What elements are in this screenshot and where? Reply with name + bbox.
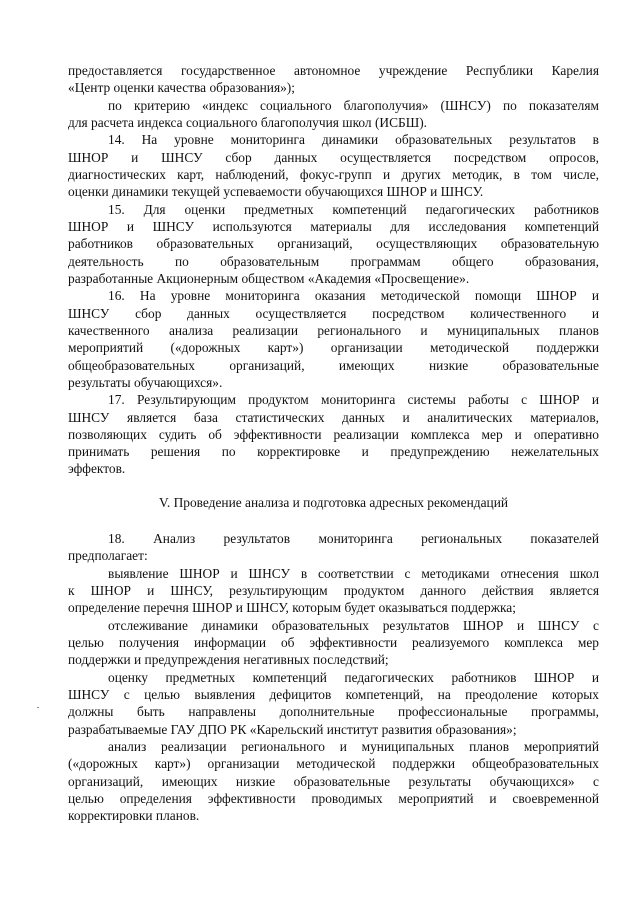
text-line: 15. Для оценки предметных компетенций педагогических работников	[108, 202, 599, 217]
section-heading: V. Проведение анализа и подготовка адресных рекомендаций	[158, 495, 509, 510]
text-line: принимать решения по корректировке и предупреждению нежелательных	[68, 444, 599, 459]
text-line: ШНСУ сбор данных осуществляется посредством количественного и	[68, 306, 599, 321]
text-line: предполагает:	[68, 548, 148, 563]
text-line: разработанные Акционерным обществом «Академия «Просвещение».	[68, 271, 470, 286]
text-line: предоставляется государственное автономное учреждение Республики Карелия	[68, 63, 599, 78]
text-line: («дорожных карт») организации методической поддержки общеобразовательных	[68, 756, 599, 771]
text-line: результаты обучающихся».	[68, 375, 223, 390]
text-line: деятельность по образовательным программам общего образования,	[68, 254, 599, 269]
text-line: ШНОР и ШНСУ используются материалы для исследования компетенций	[68, 219, 599, 234]
text-line: целью определения эффективности проводимых мероприятий и своевременной	[68, 791, 599, 806]
text-line: корректировки планов.	[68, 808, 200, 823]
text-line: ШНСУ является база статистических данных и аналитических материалов,	[68, 410, 599, 425]
text-line: позволяющих судить об эффективности реализации комплекса мер и оперативно	[68, 427, 599, 442]
text-line: для расчета индекса социального благополучия школ (ИСБШ).	[68, 115, 428, 130]
text-line: поддержки и предупреждения негативных последствий;	[68, 652, 389, 667]
text-line: оценку предметных компетенций педагогических работников ШНОР и	[108, 670, 599, 685]
text-line: диагностических карт, наблюдений, фокус-групп и других методик, в том числе,	[68, 167, 599, 182]
margin-mark	[37, 707, 39, 708]
text-line: «Центр оценки качества образования»);	[68, 80, 295, 95]
text-line: анализ реализации регионального и муниципальных планов мероприятий	[108, 739, 599, 754]
text-line: разрабатываемые ГАУ ДПО РК «Карельский институт развития образования»;	[68, 722, 517, 737]
text-line: оценки динамики текущей успеваемости обучающихся ШНОР и ШНСУ.	[68, 184, 484, 199]
text-line: 17. Результирующим продуктом мониторинга системы работы с ШНОР и	[108, 392, 599, 407]
text-line: мероприятий («дорожных карт») организации методической поддержки	[68, 340, 599, 355]
text-line: организаций, имеющих низкие образовательные результаты обучающихся» с	[68, 774, 599, 789]
text-line: работников образовательных организаций, осуществляющих образовательную	[68, 236, 599, 251]
text-line: выявление ШНОР и ШНСУ в соответствии с методиками отнесения школ	[108, 566, 599, 581]
text-line: 14. На уровне мониторинга динамики образовательных результатов в	[108, 132, 599, 147]
text-line: по критерию «индекс социального благополучия» (ШНСУ) по показателям	[108, 98, 599, 113]
text-line: эффектов.	[68, 461, 126, 476]
text-line: целью получения информации об эффективности реализуемого комплекса мер	[68, 635, 599, 650]
text-line: общеобразовательных организаций, имеющих низкие образовательные	[68, 358, 599, 373]
text-line: ШНСУ с целью выявления дефицитов компетенций, на преодоление которых	[68, 687, 599, 702]
text-line: 16. На уровне мониторинга оказания методической помощи ШНОР и	[108, 288, 599, 303]
text-line: отслеживание динамики образовательных результатов ШНОР и ШНСУ с	[108, 618, 599, 633]
text-line: качественного анализа реализации регионального и муниципальных планов	[68, 323, 599, 338]
text-line: ШНОР и ШНСУ сбор данных осуществляется посредством опросов,	[68, 150, 599, 165]
text-line: 18. Анализ результатов мониторинга региональных показателей	[108, 531, 599, 546]
text-line: определение перечня ШНОР и ШНСУ, которым будет оказываться поддержка;	[68, 600, 516, 615]
text-line: к ШНОР и ШНСУ, результирующим продуктом данного действия является	[68, 583, 599, 598]
text-line: должны быть направлены дополнительные профессиональные программы,	[68, 704, 599, 719]
